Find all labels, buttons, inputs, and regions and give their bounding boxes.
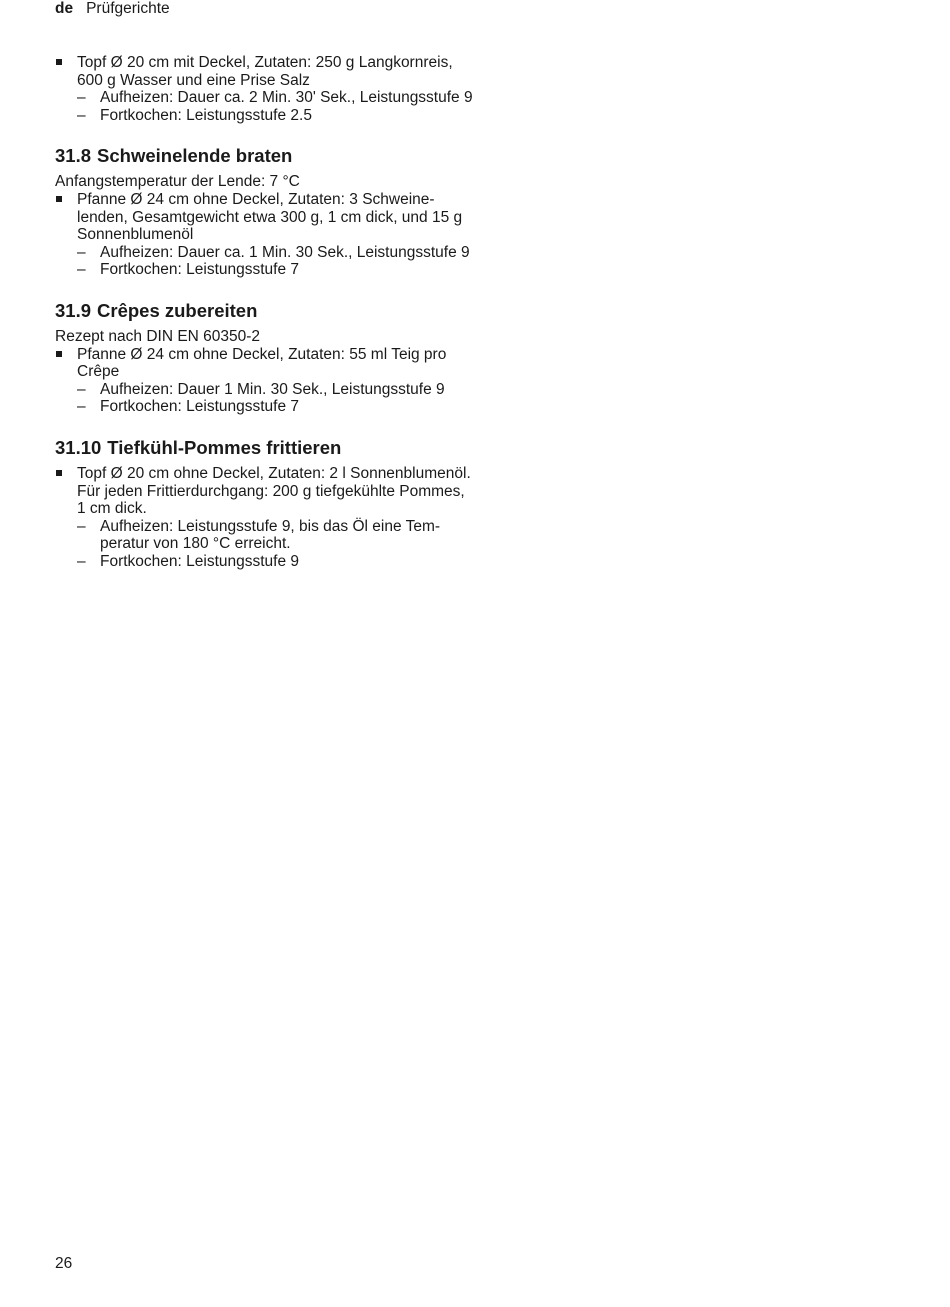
- step-text: Fortkochen: Leistungsstufe 7: [100, 261, 300, 279]
- section-title: Tiefkühl-Pommes frittieren: [107, 436, 342, 458]
- step-item: [77, 381, 475, 399]
- dash-icon: –: [77, 89, 86, 107]
- page-number: 26: [55, 1255, 73, 1272]
- item-text: Pfanne Ø 24 cm ohne Deckel, Zutaten: 55 ml Teig pro Crêpe: [77, 345, 447, 381]
- list-item: [55, 346, 475, 416]
- step-text: Fortkochen: Leistungsstufe 9: [100, 552, 300, 570]
- dash-icon: –: [77, 517, 86, 535]
- section-number: 31.8: [55, 145, 92, 167]
- dash-icon: –: [77, 261, 86, 279]
- section: [55, 145, 475, 279]
- step-item: [77, 261, 475, 279]
- section-heading: [55, 437, 475, 459]
- section-number: 31.10: [55, 436, 102, 458]
- page-content: [55, 54, 475, 570]
- section: [55, 437, 475, 571]
- list-item: [55, 191, 475, 279]
- item-list: [55, 191, 475, 279]
- step-text: Aufheizen: Dauer 1 Min. 30 Sek., Leistungsstufe 9: [100, 380, 445, 398]
- section: [55, 300, 475, 416]
- step-list: [77, 381, 475, 416]
- header-title: Prüfgerichte: [86, 0, 170, 17]
- section-heading: [55, 145, 475, 167]
- item-text: Topf Ø 20 cm mit Deckel, Zutaten: 250 g Langkornreis, 600 g Wasser und eine Prise Salz: [77, 54, 453, 89]
- dash-icon: –: [77, 552, 86, 570]
- section-intro: Anfangstemperatur der Lende: 7 °C: [55, 173, 300, 191]
- page-header: [55, 0, 170, 18]
- dash-icon: –: [77, 243, 86, 261]
- step-text: Aufheizen: Dauer ca. 1 Min. 30 Sek., Leistungsstufe 9: [100, 243, 470, 261]
- top-item-list: [55, 54, 475, 124]
- step-text: Aufheizen: Leistungsstufe 9, bis das Öl eine Temperatur von 180 °C erreicht.: [100, 517, 441, 553]
- step-item: [77, 398, 475, 416]
- square-bullet-icon: [56, 59, 62, 65]
- section-heading: [55, 300, 475, 322]
- step-list: [77, 518, 475, 571]
- item-list: [55, 346, 475, 416]
- list-item: [55, 465, 475, 571]
- dash-icon: –: [77, 380, 86, 398]
- language-code: de: [55, 0, 74, 17]
- step-item: [77, 553, 475, 571]
- step-text: Fortkochen: Leistungsstufe 7: [100, 398, 300, 416]
- square-bullet-icon: [56, 470, 62, 476]
- item-text: Pfanne Ø 24 cm ohne Deckel, Zutaten: 3 Schweinelenden, Gesamtgewicht etwa 300 g, 1 cm dick, und 15 g Sonnenblumenöl: [77, 190, 463, 244]
- step-item: [77, 107, 475, 125]
- dash-icon: –: [77, 106, 86, 124]
- step-text: Fortkochen: Leistungsstufe 2.5: [100, 106, 312, 124]
- step-item: [77, 244, 475, 262]
- step-item: [77, 518, 475, 553]
- square-bullet-icon: [56, 351, 62, 357]
- section-title: Crêpes zubereiten: [97, 299, 258, 321]
- step-list: [77, 89, 475, 124]
- step-item: [77, 89, 475, 107]
- item-text: Topf Ø 20 cm ohne Deckel, Zutaten: 2 l Sonnenblumenöl. Für jeden Frittierdurchgang: 200 g tiefgekühlte Pommes, 1 cm dick.: [77, 464, 471, 518]
- section-intro: Rezept nach DIN EN 60350-2: [55, 327, 261, 345]
- list-item: [55, 54, 475, 124]
- dash-icon: –: [77, 398, 86, 416]
- item-list: [55, 465, 475, 571]
- section-title: Schweinelende braten: [97, 145, 293, 167]
- step-list: [77, 244, 475, 279]
- square-bullet-icon: [56, 196, 62, 202]
- step-text: Aufheizen: Dauer ca. 2 Min. 30' Sek., Leistungsstufe 9: [100, 89, 473, 107]
- section-number: 31.9: [55, 299, 92, 321]
